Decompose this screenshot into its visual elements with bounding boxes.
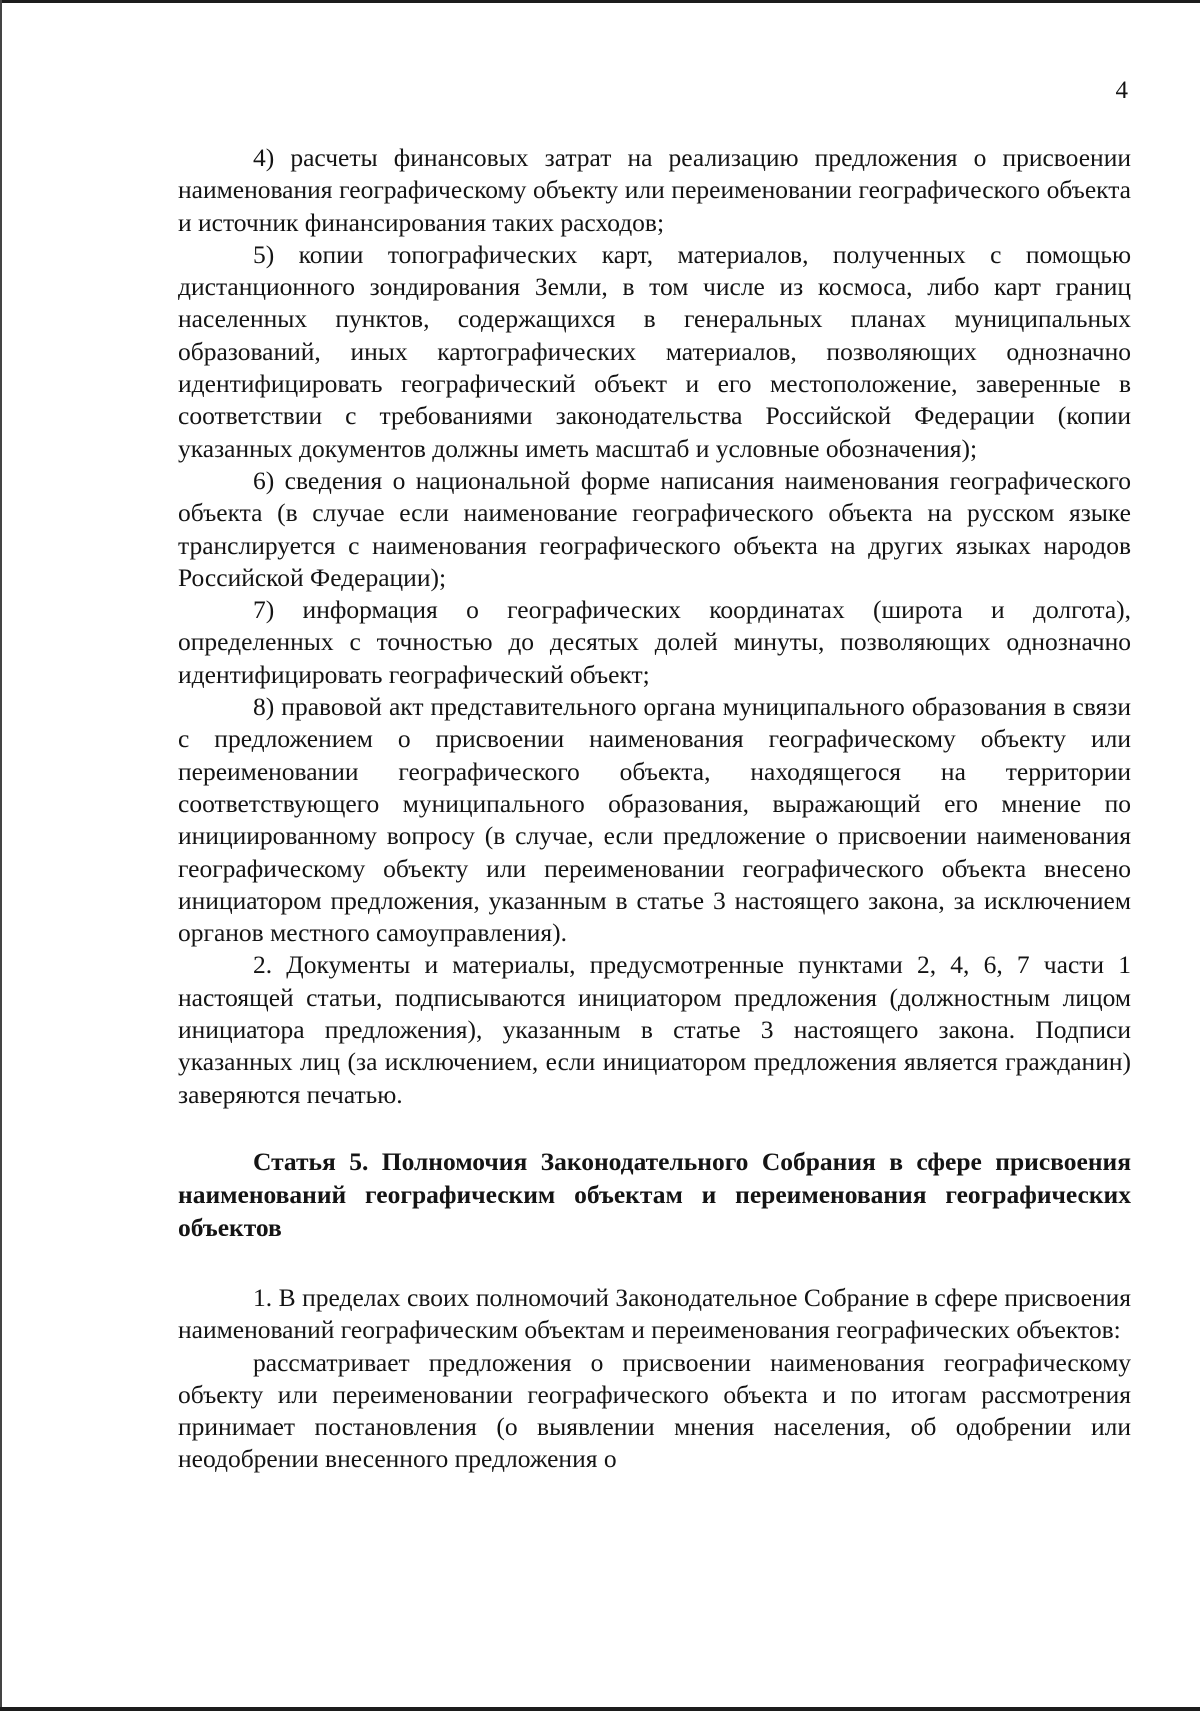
paragraph-item-5: 5) копии топографических карт, материалов, полученных с помощью дистанционного зондирования Земли, в том числе из космоса, либо карт границ населенных пунктов, содержащихся в генеральных планах муниципальных образований, иных картографических материалов, позволяющих однозначно идентифицировать географический объект и его местоположение, заверенные в соответствии с требованиями законодательства Российской Федерации (копии указанных документов должны иметь масштаб и условные обозначения); xyxy=(178,239,1131,463)
article-heading: Статья 5. Полномочия Законодательного Собрания в сфере присвоения наименований географическим объектам и переименования географических объектов xyxy=(178,1146,1131,1242)
paragraph-part-2: 2. Документы и материалы, предусмотренные пунктами 2, 4, 6, 7 части 1 настоящей статьи, подписываются инициатором предложения (должностным лицом инициатора предложения), указанным в статье 3 настоящего закона. Подписи указанных лиц (за исключением, если инициатором предложения является гражданин) заверяются печатью. xyxy=(178,950,1131,1109)
scan-edge-bottom xyxy=(0,1707,1200,1711)
paragraph-article5-considers: рассматривает предложения о присвоении наименования географическому объекту или переименовании географического объекта и по итогам рассмотрения принимает постановления (о выявлении мнения населения, об одобрении или неодобрении внесенного предложения о xyxy=(178,1347,1131,1474)
paragraph-item-7: 7) информация о географических координатах (широта и долгота), определенных с точностью до десятых долей минуты, позволяющих однозначно идентифицировать географический объект; xyxy=(178,595,1131,689)
scan-edge-top xyxy=(0,0,1200,3)
document-body xyxy=(178,142,1131,1476)
scan-edge-left xyxy=(0,0,2,1711)
paragraph-article5-part-1: 1. В пределах своих полномочий Законодательное Собрание в сфере присвоения наименований географическим объектам и переименования географических объектов: xyxy=(178,1282,1131,1345)
page-number: 4 xyxy=(1115,77,1128,104)
paragraph-item-8: 8) правовой акт представительного органа муниципального образования в связи с предложением о присвоении наименования географическому объекту или переименовании географического объекта, находящегося на территории соответствующего муниципального образования, выражающий его мнение по инициированному вопросу (в случае, если предложение о присвоении наименования географическому объекту или переименовании географического объекта внесено инициатором предложения, указанным в статье 3 настоящего закона, за исключением органов местного самоуправления). xyxy=(178,692,1131,948)
paragraph-item-6: 6) сведения о национальной форме написания наименования географического объекта (в случае если наименование географического объекта на русском языке транслируется с наименования географического объекта на других языках народов Российской Федерации); xyxy=(178,465,1131,592)
paragraph-item-4: 4) расчеты финансовых затрат на реализацию предложения о присвоении наименования географическому объекту или переименовании географического объекта и источник финансирования таких расходов; xyxy=(178,143,1131,237)
